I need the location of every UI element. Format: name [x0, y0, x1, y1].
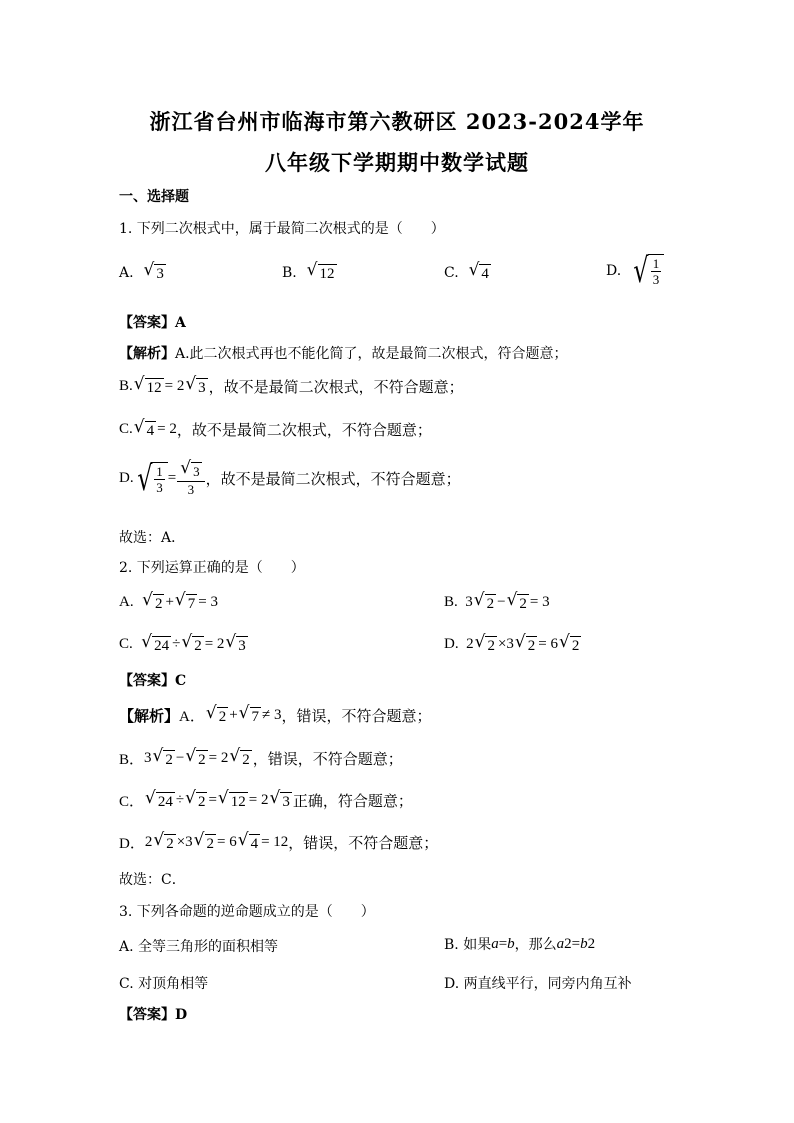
- q2-analysis-b: B． 3 √ 2 − √ 2 = 2 √ 2 ，错误，不符合题意；: [119, 746, 403, 768]
- q2-analysis-a: 【解析】 A． √ 2 + √ 7 ≠ 3 ，错误，不符合题意；: [119, 703, 432, 725]
- q1-option-a-label: A.: [119, 264, 134, 281]
- q1-option-c[interactable]: [444, 262, 492, 283]
- sqrt-4: √ 4: [468, 260, 489, 282]
- q1-analysis-b: B. √ 12 = 2 √ 3 ，故不是最简二次根式，不符合题意；: [119, 374, 464, 396]
- q1-option-d[interactable]: [606, 251, 664, 291]
- section-heading: 一、选择题: [119, 189, 189, 205]
- q3-answer: 【答案】D: [119, 1007, 188, 1023]
- q2-analysis-d: D． 2 √ 2 ×3 √ 2 = 6 √ 4 = 12 ，错误，不符合题意；: [119, 830, 439, 852]
- q1-option-d-label: D.: [606, 263, 622, 279]
- q3-option-c[interactable]: C. 对顶角相等: [119, 976, 209, 992]
- sqrt-12: √ 12: [306, 260, 335, 282]
- doc-title-line1: 浙江省台州市临海市第六教研区 2023-2024学年: [149, 109, 645, 134]
- q1-analysis-d: D. √ $\frac{1}{3}$ = √ 3 3 ，故不是最简二次根式，不符合题意；: [119, 458, 461, 499]
- q1-answer: 【答案】A: [119, 315, 186, 331]
- q2-option-a[interactable]: A. √ 2 + √ 7 = 3: [119, 590, 218, 612]
- q3-option-b[interactable]: B. 如果 a = b ，那么 a 2 = b 2: [444, 935, 596, 953]
- q1-stem: 1. 下列二次根式中，属于最简二次根式的是（ ）: [119, 221, 445, 237]
- q3-stem: 3. 下列各命题的逆命题成立的是（ ）: [119, 904, 375, 920]
- doc-title-line2: 八年级下学期期中数学试题: [265, 150, 529, 175]
- q3-option-d[interactable]: D. 两直线平行，同旁内角互补: [444, 976, 632, 992]
- sqrt-3: √ 3: [143, 260, 164, 282]
- sqrt-one-third: √ $\frac{1}{3}$: [630, 254, 664, 288]
- q1-option-b[interactable]: [282, 262, 338, 283]
- q1-conclusion: 故选：A．: [119, 530, 186, 546]
- q2-stem: 2. 下列运算正确的是（ ）: [119, 560, 305, 576]
- q2-answer: 【答案】C: [119, 673, 187, 689]
- q2-conclusion: 故选：C．: [119, 872, 186, 888]
- q2-analysis-c: C． √ 24 ÷ √ 2 = √ 12 = 2 √ 3 正确，符合题意；: [119, 788, 413, 810]
- q2-option-c[interactable]: C. √ 24 ÷ √ 2 = 2 √ 3: [119, 632, 246, 654]
- q1-analysis-a: 【解析】 A.此二次根式再也不能化简了，故是最简二次根式，符合题意；: [119, 346, 568, 362]
- q1-analysis-c: C. √ 4 = 2 ，故不是最简二次根式，不符合题意；: [119, 417, 432, 439]
- q1-option-a[interactable]: [119, 262, 167, 283]
- q1-option-b-label: B.: [282, 264, 297, 281]
- q3-option-a[interactable]: A. 全等三角形的面积相等: [119, 939, 279, 955]
- q2-option-d[interactable]: D. 2 √ 2 ×3 √ 2 = 6 √ 2: [444, 632, 580, 654]
- q2-option-b[interactable]: B. 3 √ 2 − √ 2 = 3: [444, 590, 550, 612]
- q1-option-c-label: C.: [444, 264, 459, 281]
